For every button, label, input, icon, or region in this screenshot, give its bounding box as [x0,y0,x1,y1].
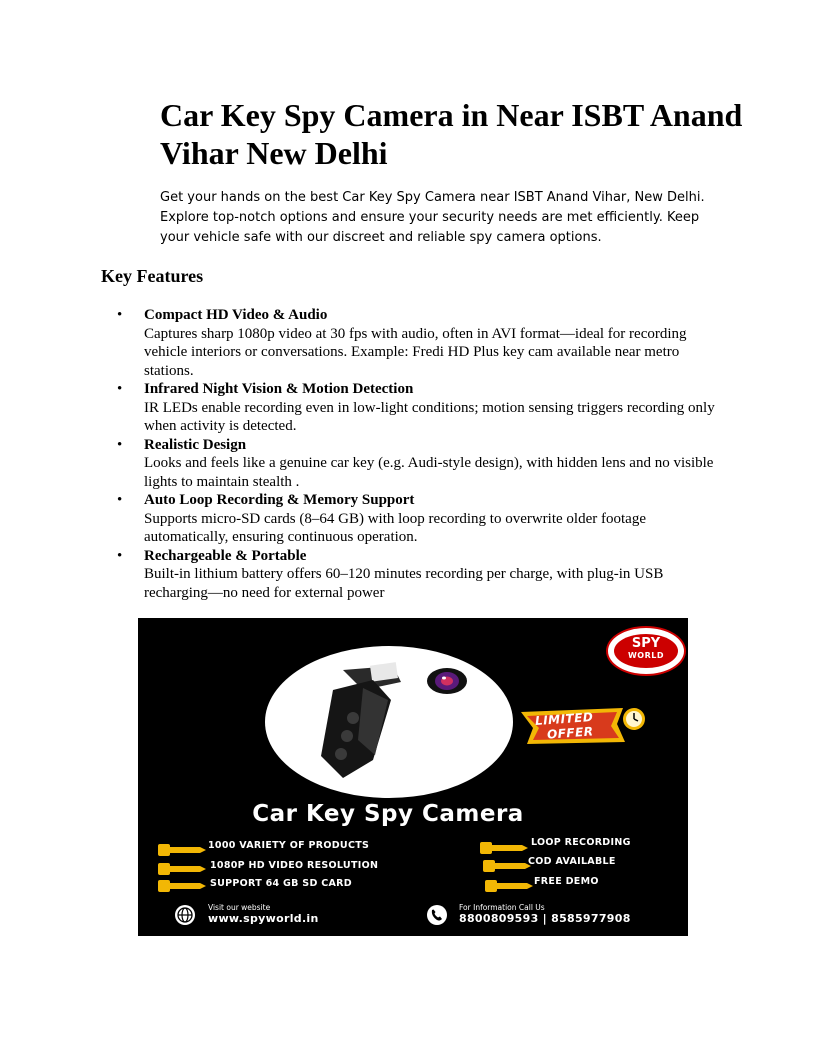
offer-text-offer: OFFER [546,724,594,742]
screw-icon [481,856,533,876]
phone-numbers: 8800809593 | 8585977908 [459,912,631,925]
globe-icon [174,904,196,926]
product-banner [138,618,688,936]
product-image-oval [265,646,513,798]
feature-title: Rechargeable & Portable [144,547,307,564]
feature-title: Compact HD Video & Audio [144,307,328,323]
list-item [117,436,724,492]
clock-icon [621,706,647,732]
feature-list [117,306,724,602]
offer-text-limited: LIMITED [534,709,594,729]
list-item [117,547,724,603]
screw-icon [156,876,208,896]
website-label: Visit our website [208,903,271,912]
list-item [117,306,724,380]
feature-title: Auto Loop Recording & Memory Support [144,492,415,508]
features-heading: Key Features [101,266,204,286]
feature-title: Realistic Design [144,436,247,453]
feature-description: Built-in lithium battery offers 60–120 minutes recording per charge, with plug-in USB recharging—no need for external power [144,566,664,601]
bullet: • [117,381,123,397]
feature-label: 1000 VARIETY OF PRODUCTS [208,840,370,851]
intro-paragraph: Get your hands on the best Car Key Spy Camera near ISBT Anand Vihar, New Delhi. Explore top-notch options and ensure your security needs are met efficiently. Keep your vehicle safe with our discreet and reliable spy camera options. [160,190,705,245]
website-url: www.spyworld.in [208,912,319,925]
limited-offer-badge [513,706,653,746]
logo-text-world: WORLD [627,651,665,660]
feature-label: FREE DEMO [534,876,599,887]
screw-icon [156,840,208,860]
feature-label: COD AVAILABLE [528,856,616,867]
camera-lens-image [425,666,469,696]
feature-description: Looks and feels like a genuine car key (e.g. Audi-style design), with hidden lens and no visible lights to maintain stealth . [144,455,714,490]
page-title: Car Key Spy Camera in Near ISBT Anand Vihar New Delhi [160,97,743,171]
screw-icon [483,876,535,896]
feature-description: Supports micro-SD cards (8–64 GB) with loop recording to overwrite older footage automatically, ensuring continuous operation. [144,510,646,545]
feature-label: LOOP RECORDING [531,837,631,848]
screw-icon [478,838,530,858]
bullet: • [117,547,123,564]
brand-logo [606,626,686,676]
bullet: • [117,492,123,508]
feature-label: 1080P HD VIDEO RESOLUTION [210,860,379,871]
feature-description: IR LEDs enable recording even in low-light conditions; motion sensing triggers recording only when activity is detected. [144,399,715,434]
logo-badge [614,634,678,668]
feature-label: SUPPORT 64 GB SD CARD [210,878,352,889]
feature-title: Infrared Night Vision & Motion Detection [144,381,414,397]
feature-description: Captures sharp 1080p video at 30 fps with audio, often in AVI format—ideal for recording vehicle interiors or conversations. Example: Fredi HD Plus key cam available near metro stations. [144,325,687,379]
banner-title: Car Key Spy Camera [252,801,524,827]
list-item [117,380,724,436]
logo-text-spy: SPY [631,636,661,651]
list-item [117,491,724,547]
bullet: • [117,307,123,323]
bullet: • [117,436,123,453]
phone-label: For Information Call Us [459,903,545,912]
car-key-image [303,660,433,780]
phone-icon [426,904,448,926]
